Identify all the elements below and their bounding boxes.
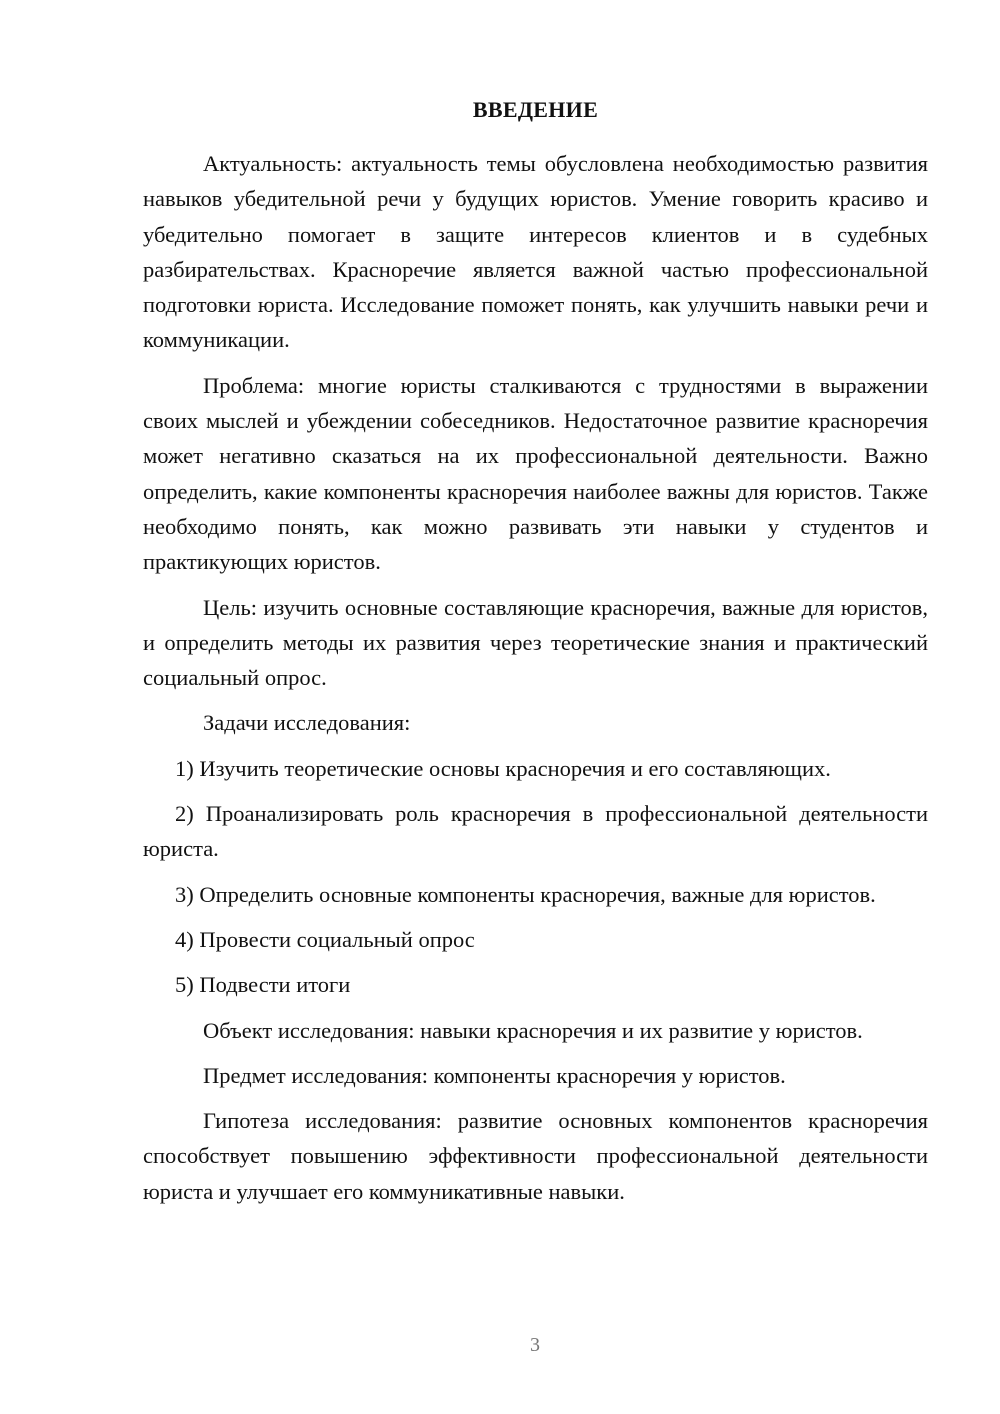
task-item-3: 3) Определить основные компоненты красноречия, важные для юристов. bbox=[175, 881, 876, 907]
page-number: 3 bbox=[530, 1334, 540, 1356]
paragraph-problem: Проблема: многие юристы сталкиваются с трудностями в выражении своих мыслей и убеждении собеседников. Недостаточное развитие красноречия может негативно сказаться на их профессиональной деятельности. Важно определить, какие компоненты красноречия наиболее важны для юристов. Также необходимо понять, как можно развивать эти навыки у студентов и практикующих юристов. bbox=[143, 372, 928, 575]
paragraph-object: Объект исследования: навыки красноречия и их развитие у юристов. bbox=[203, 1017, 863, 1043]
paragraph-tasks-heading: Задачи исследования: bbox=[203, 710, 411, 736]
paragraph-hypothesis: Гипотеза исследования: развитие основных компонентов красноречия способствует повышению эффективности профессиональной деятельности юриста и улучшает его коммуникативные навыки. bbox=[143, 1108, 928, 1204]
paragraph-goal: Цель: изучить основные составляющие красноречия, важные для юристов, и определить методы их развития через теоретические знания и практический социальный опрос. bbox=[143, 594, 928, 691]
task-item-1: 1) Изучить теоретические основы красноречия и его составляющих. bbox=[175, 755, 831, 781]
paragraph-relevance: Актуальность: актуальность темы обусловлена необходимостью развития навыков убедительной речи у будущих юристов. Умение говорить красиво и убедительно помогает в защите интересов клиентов и в судебных разбирательствах. Красноречие является важной частью профессиональной подготовки юриста. Исследование поможет понять, как улучшить навыки речи и коммуникации. bbox=[143, 151, 928, 353]
task-item-2: 2) Проанализировать роль красноречия в профессиональной деятельности юриста. bbox=[143, 801, 928, 862]
task-item-5: 5) Подвести итоги bbox=[175, 972, 351, 998]
section-title: ВВЕДЕНИЕ bbox=[472, 97, 599, 122]
task-item-4: 4) Провести социальный опрос bbox=[175, 926, 475, 952]
paragraph-subject: Предмет исследования: компоненты красноречия у юристов. bbox=[203, 1062, 786, 1088]
document-page bbox=[143, 96, 928, 1209]
